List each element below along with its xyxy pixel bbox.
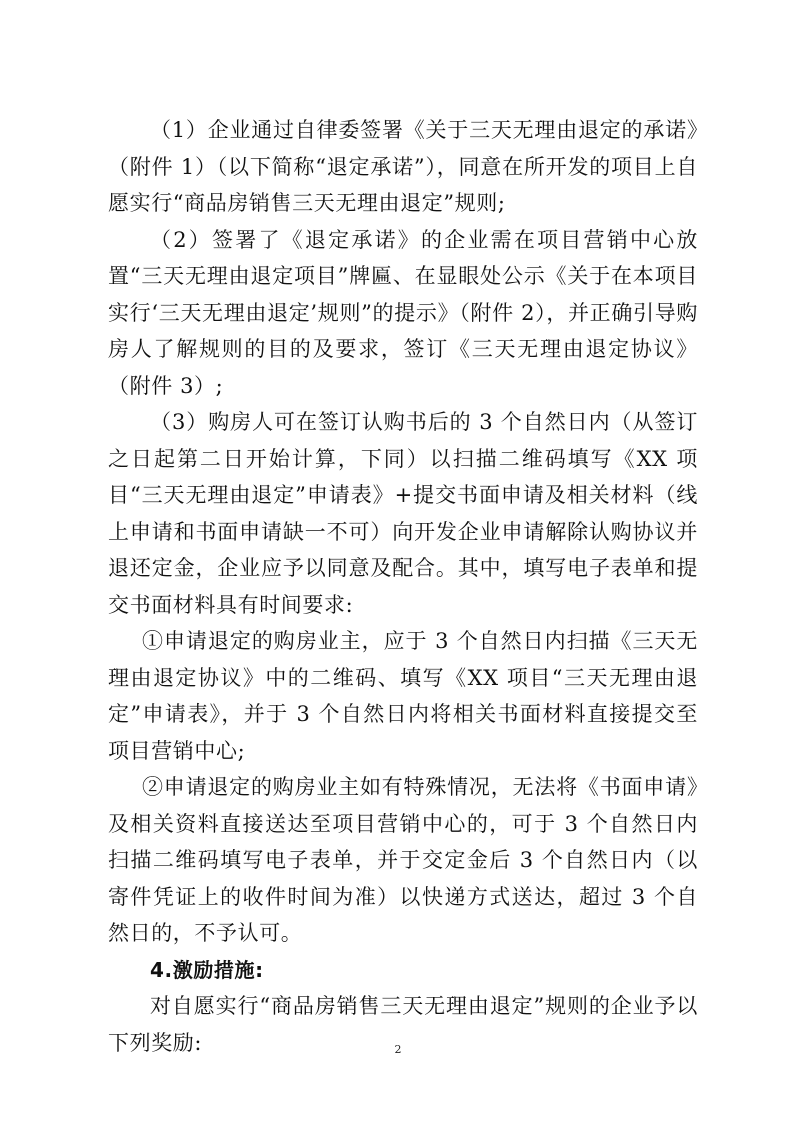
paragraph-incentives-intro: 对自愿实行“商品房销售三天无理由退定”规则的企业予以下列奖励:: [108, 994, 698, 1055]
paragraph-item-2: ②申请退定的购房业主如有特殊情况，无法将《书面申请》及相关资料直接送达至项目营销中心的，可于 3 个自然日内扫描二维码填写电子表单，并于交定金后 3 个自然日内（以寄件凭证上的收件时间为准）以快递方式送达，超过 3 个自然日的，不予认可。: [108, 775, 698, 945]
paragraph-clause-2: （2）签署了《退定承诺》的企业需在项目营销中心放置“三天无理由退定项目”牌匾、在显眼处公示《关于在本项目实行‘三天无理由退定’规则”的提示》（附件 2），并正确引导购房人了解规则的目的及要求，签订《三天无理由退定协议》（附件 3）;: [108, 227, 698, 398]
paragraph-clause-1: （1）企业通过自律委签署《关于三天无理由退定的承诺》（附件 1）（以下简称“退定承诺”），同意在所开发的项目上自愿实行“商品房销售三天无理由退定”规则;: [108, 118, 698, 215]
section-heading-incentives: 4.激励措施:: [150, 957, 264, 982]
paragraph-clause-3: （3）购房人可在签订认购书后的 3 个自然日内（从签订之日起第二日开始计算，下同）以扫描二维码填写《XX 项目“三天无理由退定”申请表》+提交书面申请及相关材料（线上申请和书面申请缺一不可）向开发企业申请解除认购协议并退还定金，企业应予以同意及配合。其中，填写电子表单和提交书面材料具有时间要求:: [108, 410, 698, 617]
document-body: [108, 112, 698, 1061]
paragraph-item-1: ①申请退定的购房业主，应于 3 个自然日内扫描《三天无理由退定协议》中的二维码、填写《XX 项目“三天无理由退定”申请表》，并于 3 个自然日内将相关书面材料直接提交至项目营销中心;: [108, 629, 698, 763]
page-number: 2: [394, 1043, 402, 1056]
